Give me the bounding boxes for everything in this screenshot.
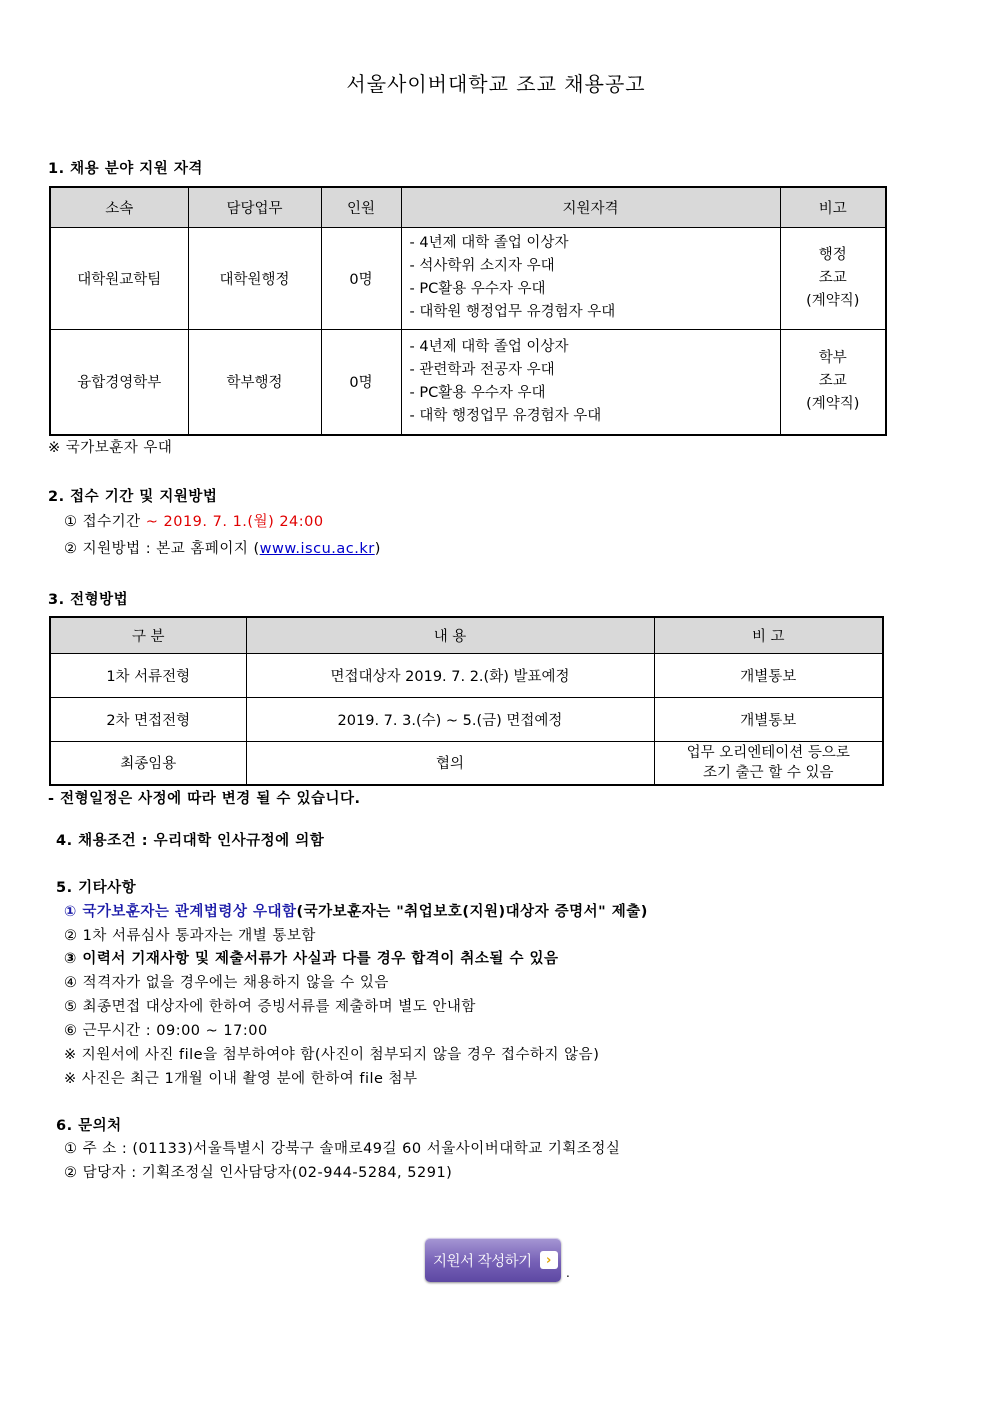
misc-item bbox=[64, 900, 648, 921]
qualification-cell bbox=[401, 227, 780, 329]
veteran-document: (국가보훈자는 "취업보호(지원)대상자 증명서" 제출) bbox=[296, 904, 648, 920]
remark-cell: 개별통보 bbox=[654, 653, 883, 697]
note-cell bbox=[780, 329, 886, 435]
qualification-item: - 4년제 대학 졸업 이상자 bbox=[409, 338, 569, 355]
veteran-preference: ① 국가보훈자는 관계법령상 우대함 bbox=[64, 904, 297, 920]
selection-table bbox=[49, 616, 884, 786]
misc-item: ⑥ 근무시간 : 09:00 ~ 17:00 bbox=[64, 1023, 268, 1039]
header-qualification: 지원자격 bbox=[401, 187, 780, 227]
stage-cell: 2차 면접전형 bbox=[50, 697, 246, 741]
qualification-item: - PC활용 우수자 우대 bbox=[409, 281, 546, 297]
section3-footnote: - 전형일정은 사정에 따라 변경 될 수 있습니다. bbox=[48, 791, 361, 807]
write-application-label: 지원서 작성하기 bbox=[433, 1253, 532, 1270]
header-duty: 담당업무 bbox=[188, 187, 321, 227]
section1-footnote: ※ 국가보훈자 우대 bbox=[48, 440, 173, 456]
section1-heading: 1. 채용 분야 지원 자격 bbox=[48, 161, 203, 177]
header-note: 비고 bbox=[780, 187, 886, 227]
misc-item: ④ 적격자가 없을 경우에는 채용하지 않을 수 있음 bbox=[64, 975, 389, 991]
table-row bbox=[50, 653, 883, 697]
remark-cell: 개별통보 bbox=[654, 697, 883, 741]
qualification-item: - 4년제 대학 졸업 이상자 bbox=[409, 235, 569, 251]
method-end: ) bbox=[374, 541, 381, 557]
section5-heading: 5. 기타사항 bbox=[56, 880, 137, 896]
header-dept: 소속 bbox=[50, 187, 188, 227]
qualification-item: - 석사학위 소지자 우대 bbox=[409, 258, 555, 274]
remark-cell bbox=[654, 741, 883, 785]
page-title: 서울사이버대학교 조교 채용공고 bbox=[346, 72, 646, 96]
section3-heading: 3. 전형방법 bbox=[48, 592, 129, 608]
qualification-item: - 대학원 행정업무 유경험자 우대 bbox=[409, 304, 616, 320]
table-row bbox=[50, 697, 883, 741]
duty-cell: 대학원행정 bbox=[188, 227, 321, 329]
contact-person: ② 담당자 : 기획조정실 인사담당자(02-944-5284, 5291) bbox=[64, 1165, 453, 1181]
method-label: ② 지원방법 : 본교 홈페이지 ( bbox=[64, 541, 260, 557]
duty-cell: 학부행정 bbox=[188, 329, 321, 435]
application-period bbox=[64, 510, 324, 531]
misc-item: ⑤ 최종면접 대상자에 한하여 증빙서류를 제출하며 별도 안내함 bbox=[64, 999, 476, 1015]
content-cell: 협의 bbox=[246, 741, 654, 785]
qualification-header-row bbox=[50, 187, 886, 227]
header-remark: 비 고 bbox=[654, 617, 883, 653]
dept-cell: 융합경영학부 bbox=[50, 329, 188, 435]
period-value: ~ 2019. 7. 1.(월) 24:00 bbox=[145, 514, 324, 530]
misc-item: ※ 지원서에 사진 file을 첨부하여야 함(사진이 첨부되지 않을 경우 접수하지 않음) bbox=[64, 1047, 600, 1063]
chevron-right-icon: › bbox=[540, 1251, 558, 1269]
content-cell: 2019. 7. 3.(수) ~ 5.(금) 면접예정 bbox=[246, 697, 654, 741]
homepage-link[interactable]: www.iscu.ac.kr bbox=[259, 541, 375, 557]
note-line: (계약직) bbox=[806, 396, 860, 413]
section2-heading: 2. 접수 기간 및 지원방법 bbox=[48, 489, 218, 505]
qualification-cell bbox=[401, 329, 780, 435]
dept-cell: 대학원교학팀 bbox=[50, 227, 188, 329]
qualification-item: - 관련학과 전공자 우대 bbox=[409, 361, 555, 378]
qualification-item: - PC활용 우수자 우대 bbox=[409, 384, 546, 401]
application-method bbox=[64, 537, 381, 558]
section4-heading: 4. 채용조건 : 우리대학 인사규정에 의함 bbox=[56, 833, 325, 849]
write-application-button[interactable] bbox=[425, 1238, 561, 1282]
content-cell: 면접대상자 2019. 7. 2.(화) 발표예정 bbox=[246, 653, 654, 697]
count-cell: 0명 bbox=[321, 227, 401, 329]
table-row bbox=[50, 329, 886, 435]
header-content: 내 용 bbox=[246, 617, 654, 653]
header-stage: 구 분 bbox=[50, 617, 246, 653]
qualification-table bbox=[49, 186, 887, 436]
note-line: 조교 bbox=[818, 269, 847, 286]
note-line: (계약직) bbox=[806, 292, 860, 309]
table-row bbox=[50, 741, 883, 785]
table-row bbox=[50, 227, 886, 329]
note-line: 학부 bbox=[818, 350, 847, 367]
misc-item: ※ 사진은 최근 1개월 이내 촬영 분에 한하여 file 첨부 bbox=[64, 1071, 418, 1087]
selection-header-row bbox=[50, 617, 883, 653]
count-cell: 0명 bbox=[321, 329, 401, 435]
trailing-dot: . bbox=[566, 1266, 570, 1280]
section6-heading: 6. 문의처 bbox=[56, 1118, 122, 1134]
note-cell bbox=[780, 227, 886, 329]
contact-address: ① 주 소 : (01133)서울특별시 강북구 솔매로49길 60 서울사이버대학교 기획조정실 bbox=[64, 1141, 621, 1157]
remark-line: 업무 오리엔테이션 등으로 bbox=[686, 744, 850, 761]
period-label: ① 접수기간 bbox=[64, 514, 146, 530]
header-count: 인원 bbox=[321, 187, 401, 227]
stage-cell: 1차 서류전형 bbox=[50, 653, 246, 697]
misc-item: ② 1차 서류심사 통과자는 개별 통보함 bbox=[64, 928, 316, 944]
misc-item: ③ 이력서 기재사항 및 제출서류가 사실과 다를 경우 합격이 취소될 수 있음 bbox=[64, 951, 559, 967]
stage-cell: 최종임용 bbox=[50, 741, 246, 785]
remark-line: 조기 출근 할 수 있음 bbox=[703, 764, 834, 781]
qualification-item: - 대학 행정업무 유경험자 우대 bbox=[409, 407, 602, 424]
note-line: 행정 bbox=[818, 246, 847, 263]
note-line: 조교 bbox=[818, 373, 847, 390]
